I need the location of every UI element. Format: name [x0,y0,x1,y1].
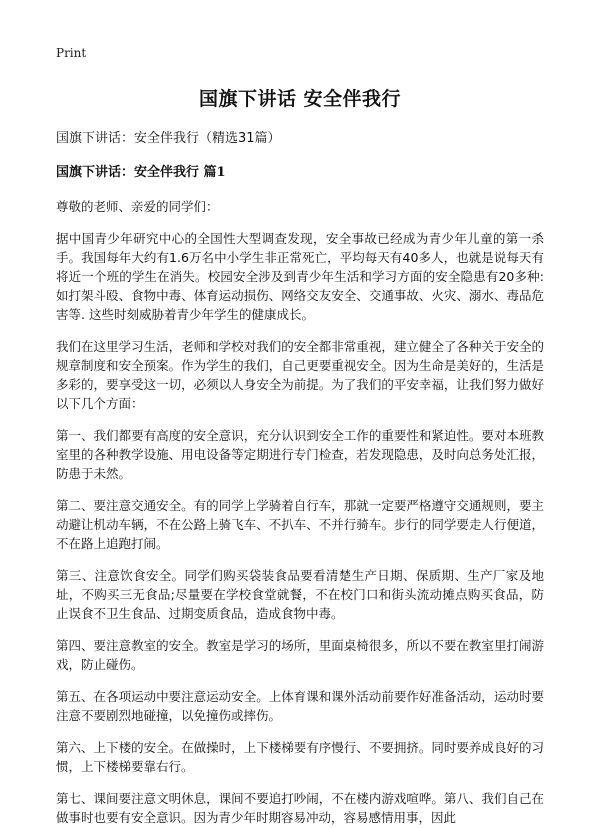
body-paragraph: 第五、在各项运动中要注意运动安全。上体育课和课外活动前要作好准备活动，运动时要注意不要剧烈地碰撞，以免撞伤或摔伤。 [56,689,544,723]
body-paragraph: 第一、我们都要有高度的安全意识，充分认识到安全工作的重要性和紧迫性。要对本班教室里的各种教学设施、用电设备等定期进行专门检查，若发现隐患，及时向总务处汇报，防患于未然。 [56,428,544,481]
print-link[interactable]: Print [56,46,87,60]
body-paragraph: 第七、课间要注意文明休息，课间不要追打吵闹，不在楼内游戏喧哗。第八、我们自己在做事时也要有安全意识。因为青少年时期容易冲动，容易感情用事，因此 [56,791,544,825]
body-paragraph: 第二、要注意交通安全。有的同学上学骑着自行车，那就一定要严格遵守交通规则，要主动避让机动车辆，不在公路上骑飞车、不扒车、不并行骑车。步行的同学要走人行便道，不在路上追跑打闹。 [56,498,544,551]
section-heading: 国旗下讲话：安全伴我行 篇1 [56,165,226,180]
body-paragraph: 据中国青少年研究中心的全国性大型调查发现，安全事故已经成为青少年儿童的第一杀手。我国每年大约有1.6万名中小学生非正常死亡，平均每天有40多人，也就是说每天有将近一个班的学生在消失。校园安全涉及到青少年生活和学习方面的安全隐患有20多种:如打架斗殴、食物中毒、体育运动损伤、网络交友安全、交通事故、火灾、溺水、毒品危害等. 这些时刻威胁着青少年学生的健康成长。 [56,231,544,322]
document-title: 国旗下讲话 安全伴我行 [198,88,402,110]
body-paragraph: 第四、要注意教室的安全。教室是学习的场所，里面桌椅很多，所以不要在教室里打闹游戏，防止碰伤。 [56,638,544,672]
document-subtitle: 国旗下讲话：安全伴我行（精选31篇） [56,131,281,146]
greeting-paragraph: 尊敬的老师、亲爱的同学们： [56,199,219,214]
body-paragraph: 第三、注意饮食安全。同学们购买袋装食品要看清楚生产日期、保质期、生产厂家及地址，不购买三无食品;尽量要在学校食堂就餐，不在校门口和街头流动摊点购买食品，防止误食不卫生食品、过期变质食品，造成食物中毒。 [56,568,544,621]
body-paragraph: 第六、上下楼的安全。在做操时，上下楼梯要有序慢行、不要拥挤。同时要养成良好的习惯，上下楼梯要靠右行。 [56,740,544,774]
body-paragraph: 我们在这里学习生活，老师和学校对我们的安全都非常重视，建立健全了各种关于安全的规章制度和安全预案。作为学生的我们，自己更要重视安全。因为生命是美好的，生活是多彩的，要享受这一切，必须以人身安全为前提。为了我们的平安幸福，让我们努力做好以下几个方面： [56,339,544,411]
